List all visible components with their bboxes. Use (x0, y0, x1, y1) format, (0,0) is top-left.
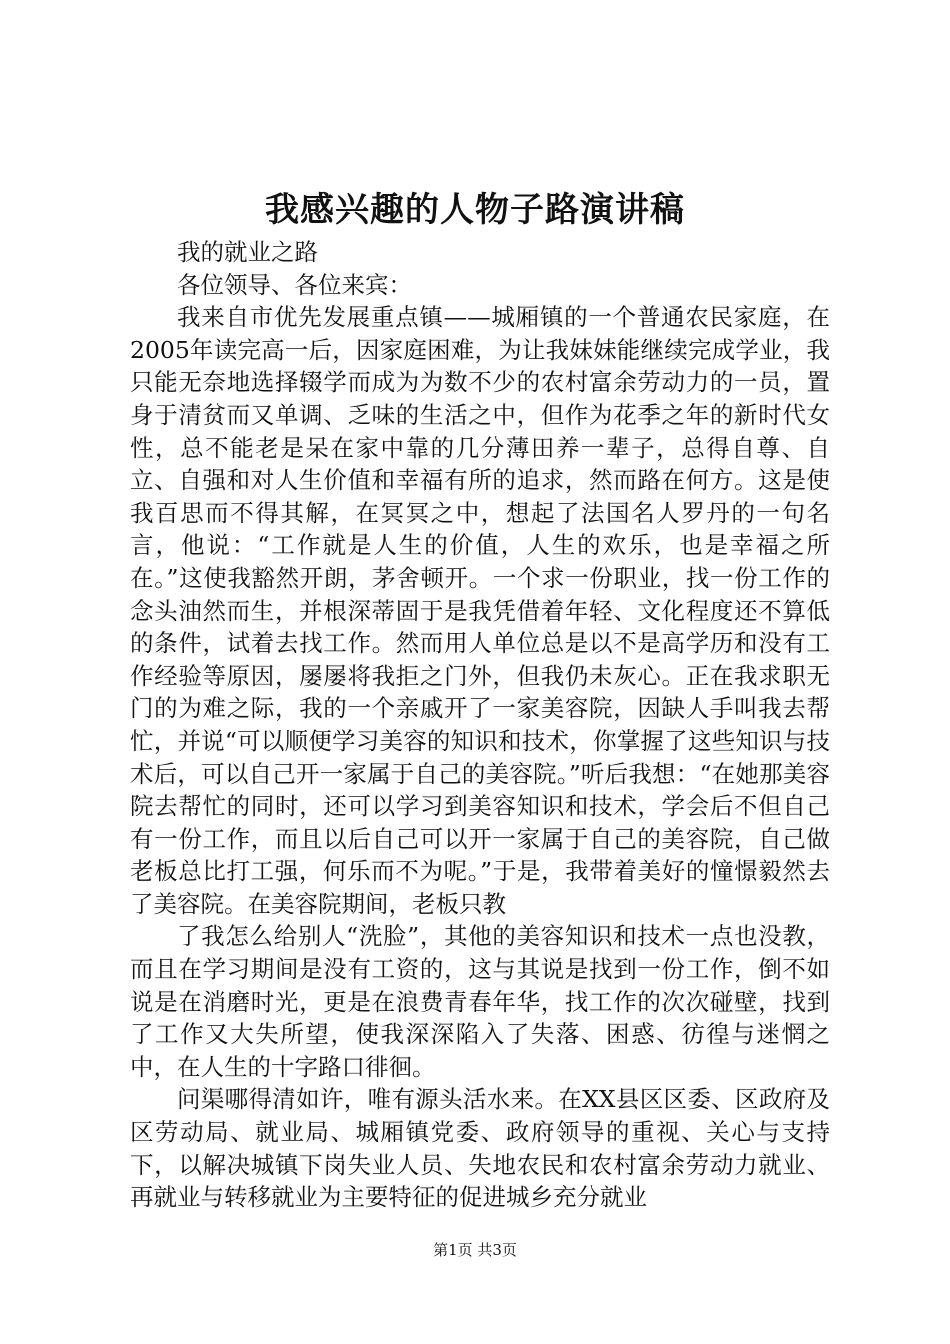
paragraph-heading: 我的就业之路 (177, 238, 318, 266)
page-footer: 第1页 共3页 (433, 1241, 517, 1259)
document-title: 我感兴趣的人物子路演讲稿 (265, 190, 685, 230)
paragraph-body-1: 我来自市优先发展重点镇——城厢镇的一个普通农民家庭，在2005年读完高一后，因家庭困难，为让我妹妹能继续完成学业，我只能无奈地选择辍学而成为为数不少的农村富余劳动力的一员，置身于清贫而又单调、乏味的生活之中，但作为花季之年的新时代女性，总不能老是呆在家中靠的几分薄田养一辈子，总得自尊、自立、自强和对人生价值和幸福有所的追求，然而路在何方。这是使我百思而不得其解，在冥冥之中，想起了法国名人罗丹的一句名言，他说：“工作就是人生的价值，人生的欢乐，也是幸福之所在。”这使我豁然开朗，茅舍顿开。一个求一份职业，找一份工作的念头油然而生，并根深蒂固于是我凭借着年轻、文化程度还不算低的条件，试着去找工作。然而用人单位总是以不是高学历和没有工作经验等原因，屡屡将我拒之门外，但我仍未灰心。正在我求职无门的为难之际，我的一个亲戚开了一家美容院，因缺人手叫我去帮忙，并说“可以顺便学习美容的知识和技术，你掌握了这些知识与技术后，可以自己开一家属于自己的美容院。”听后我想：“在她那美容院去帮忙的同时，还可以学习到美容知识和技术，学会后不但自己有一份工作，而且以后自己可以开一家属于自己的美容院，自己做老板总比打工强，何乐而不为呢。”于是，我带着美好的憧憬毅然去了美容院。在美容院期间，老板只教 (130, 303, 830, 918)
document-body (130, 236, 830, 1214)
paragraph-salutation: 各位领导、各位来宾： (177, 270, 412, 299)
paragraph-body-3: 问渠哪得清如许，唯有源头活水来。在XX县区区委、区政府及区劳动局、就业局、城厢镇党委、政府领导的重视、关心与支持下，以解决城镇下岗失业人员、失地农民和农村富余劳动力就业、再就业与转移就业为主要特征的促进城乡充分就业 (130, 1085, 830, 1212)
paragraph-body-2: 了我怎么给别人“洗脸”，其他的美容知识和技术一点也没教，而且在学习期间是没有工资的，这与其说是找到一份工作，倒不如说是在消磨时光，更是在浪费青春年华，找工作的次次碰壁，找到了工作又大失所望，使我深深陷入了失落、困惑、彷徨与迷惘之中，在人生的十字路口徘徊。 (130, 922, 830, 1081)
